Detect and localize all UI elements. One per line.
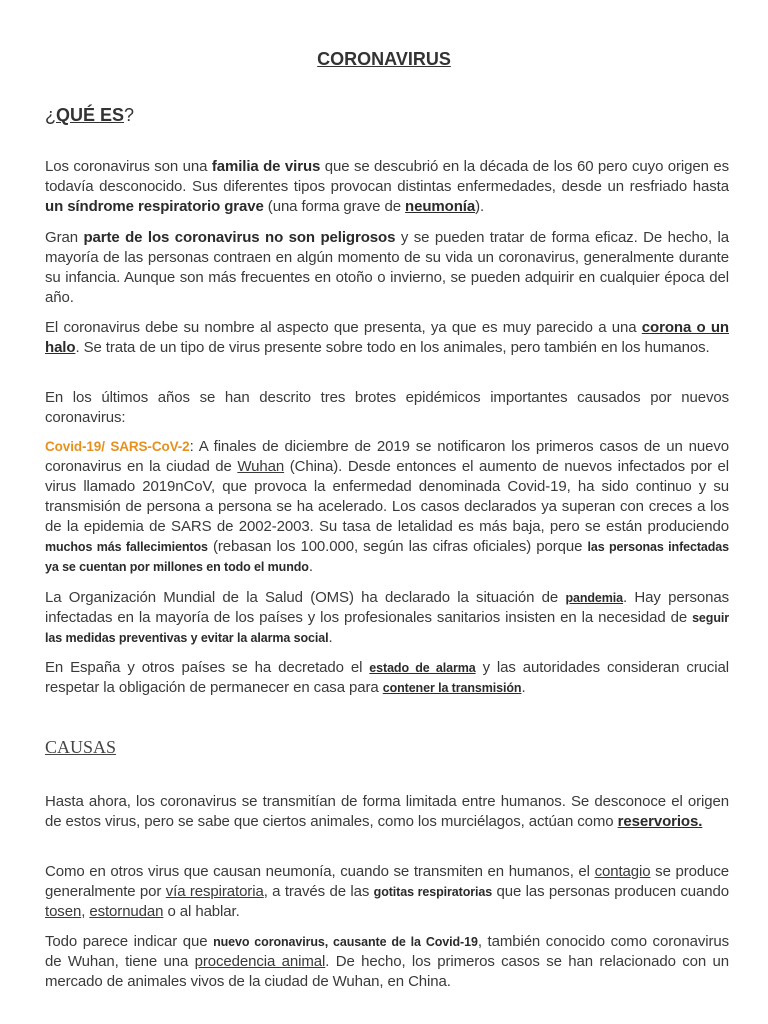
text: . [521, 679, 526, 696]
text: ). [475, 198, 485, 215]
paragraph-not-dangerous [45, 228, 729, 308]
text: y las autoridades consideran crucial respetar la obligación de permanecer en casa para [45, 659, 729, 696]
bold-text: parte de los coronavirus no son peligrosos [83, 229, 396, 246]
covid-label: Covid-19/ SARS-CoV-2 [45, 439, 190, 454]
paragraph-definition [45, 157, 729, 217]
text: Los coronavirus son una [45, 158, 212, 175]
text: (China). Desde entonces el aumento de nuevos infectados por el virus llamado 2019nCoV, que provoca la enfermedad denominada Covid-19, ha sido continuo y su transmisión de persona a persona se ha acelerado. Los casos declarados ya superan con creces a los de la epidemia de SARS de 2002-2003. Su tasa de letalidad es más baja, pero se están produciendo [45, 458, 729, 535]
text: . Se trata de un tipo de virus presente sobre todo en los animales, pero también en los humanos. [75, 339, 710, 356]
link-corona-halo[interactable]: corona o un halo [45, 319, 729, 356]
text: . [328, 629, 333, 646]
text: (rebasan los 100.000, según las cifras oficiales) porque [207, 538, 588, 555]
heading-text: QUÉ ES [56, 105, 125, 125]
paragraph-transmission-limited [45, 792, 729, 832]
text: . [308, 558, 313, 575]
bold-text: un síndrome respiratorio grave [45, 198, 264, 215]
link-contagio[interactable]: contagio [594, 863, 651, 880]
text: , a través de las [263, 883, 374, 900]
text: La Organización Mundial de la Salud (OMS) ha declarado la situación de [45, 589, 566, 606]
link-tosen[interactable]: tosen [45, 903, 82, 920]
text: . Hay personas infectadas en la mayoría de los países y los profesionales sanitarios insisten en la necesidad de [45, 589, 730, 626]
text: Hasta ahora, los coronavirus se transmitían de forma limitada entre humanos. Se desconoce el origen de estos virus, pero se sabe que ciertos animales, como los murciélagos, actúan como [45, 793, 729, 830]
link-wuhan[interactable]: Wuhan [237, 458, 285, 475]
bold-text-reservorios: reservorios. [617, 813, 703, 830]
paragraph-contagion [45, 862, 729, 922]
paragraph-name-origin [45, 318, 729, 358]
link-via-respiratoria[interactable]: vía respiratoria [165, 883, 264, 900]
paragraph-animal-origin [45, 932, 729, 992]
link-estado-de-alarma[interactable]: estado de alarma [369, 661, 476, 675]
bold-text: familia de virus [211, 158, 321, 175]
link-contener-transmision[interactable]: contener la transmisión [382, 681, 522, 695]
text: , [81, 903, 90, 920]
text: Todo parece indicar que [45, 933, 214, 950]
text: se produce generalmente por [45, 863, 729, 900]
link-pandemia[interactable]: pandemia [565, 591, 624, 605]
section-heading-causas: CAUSAS [45, 737, 117, 757]
text: , también conocido como coronavirus de Wuhan, tiene una [45, 933, 729, 970]
text: Como en otros virus que causan neumonía, cuando se transmiten en humanos, el [45, 863, 595, 880]
bold-text: nuevo coronavirus, causante de la Covid-19 [213, 935, 478, 949]
link-procedencia-animal[interactable]: procedencia animal [194, 953, 326, 970]
text: y se pueden tratar de forma eficaz. De hecho, la mayoría de las personas contraen en algún momento de su vida un coronavirus, generalmente durante su infancia. Aunque son más frecuentes en otoño o invierno, se pueden adquirir en cualquier época del año. [45, 229, 729, 306]
text: . De hecho, los primeros casos se han relacionado con un mercado de animales vivos de la ciudad de Wuhan, en China. [45, 953, 729, 990]
heading-prefix: ¿ [45, 105, 56, 125]
text: (una forma grave de [263, 198, 406, 215]
bold-text: gotitas respiratorias [373, 885, 493, 899]
text: Gran [45, 229, 84, 246]
section-heading-que-es [45, 105, 134, 126]
text: : A finales de diciembre de 2019 se notificaron los primeros casos de un nuevo coronavirus en la ciudad de [45, 438, 729, 475]
document-title: CORONAVIRUS [317, 49, 451, 69]
text: En los últimos años se han descrito tres brotes epidémicos importantes causados por nuevos coronavirus: [45, 389, 729, 426]
heading-suffix: ? [124, 105, 135, 125]
text: o al hablar. [163, 903, 240, 920]
paragraph-outbreaks-intro [45, 388, 729, 428]
text: que las personas producen cuando [492, 883, 729, 900]
paragraph-oms-pandemic [45, 588, 729, 648]
bold-text: las personas infectadas ya se cuentan por millones en todo el mundo [45, 540, 729, 574]
paragraph-covid19 [45, 437, 729, 577]
text: que se descubrió en la década de los 60 pero cuyo origen es todavía desconocido. Sus diferentes tipos provocan distintas enfermedades, desde un resfriado hasta [45, 158, 729, 195]
paragraph-spain-alarm [45, 658, 729, 698]
bold-text: muchos más fallecimientos [45, 540, 208, 554]
text: En España y otros países se ha decretado el [45, 659, 370, 676]
text: El coronavirus debe su nombre al aspecto que presenta, ya que es muy parecido a una [45, 319, 642, 336]
link-estornudan[interactable]: estornudan [89, 903, 164, 920]
bold-text: seguir las medidas preventivas y evitar la alarma social [45, 611, 729, 645]
link-neumonia[interactable]: neumonía [405, 198, 476, 215]
